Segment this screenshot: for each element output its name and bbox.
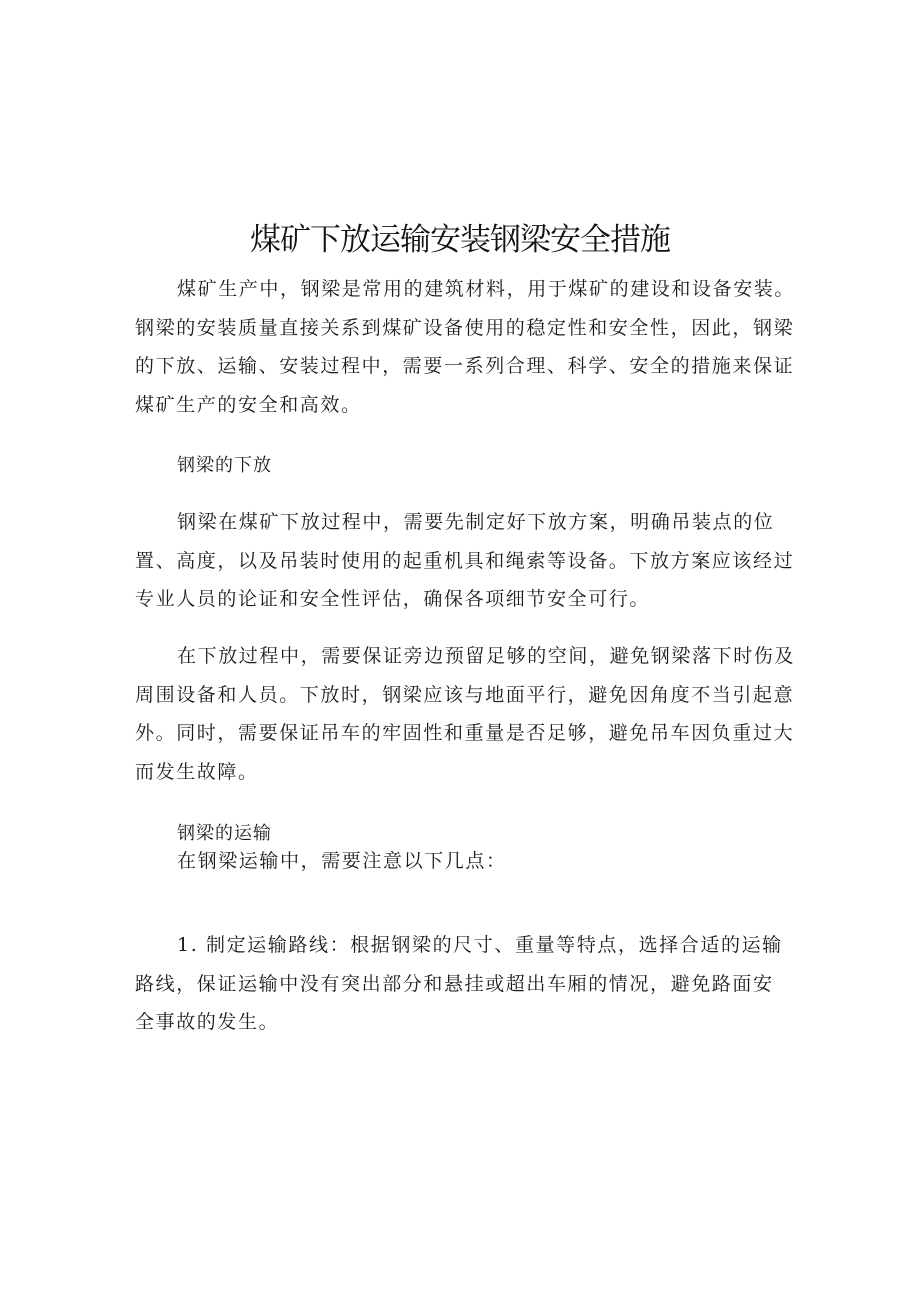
lowering-paragraph-1: 钢梁在煤矿下放过程中，需要先制定好下放方案，明确吊装点的位置、高度，以及吊装时使用的起重机具和绳索等设备。下放方案应该经过专业人员的论证和安全性评估，确保各项细节安全可行。 bbox=[135, 511, 795, 611]
transport-list-item-1: 1. 制定运输路线：根据钢梁的尺寸、重量等特点，选择合适的运输路线，保证运输中没有突出部分和悬挂或超出车厢的情况，避免路面安全事故的发生。 bbox=[135, 934, 783, 1034]
document-title: 煤矿下放运输安装钢梁安全措施 bbox=[250, 222, 670, 258]
intro-paragraph: 煤矿生产中，钢梁是常用的建筑材料，用于煤矿的建设和设备安装。钢梁的安装质量直接关系到煤矿设备使用的稳定性和安全性，因此，钢梁的下放、运输、安装过程中，需要一系列合理、科学、安全的措施来保证煤矿生产的安全和高效。 bbox=[135, 278, 796, 417]
section-heading-lowering: 钢梁的下放 bbox=[177, 455, 272, 476]
lowering-paragraph-2: 在下放过程中，需要保证旁边预留足够的空间，避免钢梁落下时伤及周围设备和人员。下放时，钢梁应该与地面平行，避免因角度不当引起意外。同时，需要保证吊车的牢固性和重量是否足够，避免吊车因负重过大而发生故障。 bbox=[135, 645, 796, 784]
transport-lead-paragraph: 在钢梁运输中，需要注意以下几点： bbox=[177, 850, 507, 872]
section-heading-transport: 钢梁的运输 bbox=[177, 823, 272, 844]
